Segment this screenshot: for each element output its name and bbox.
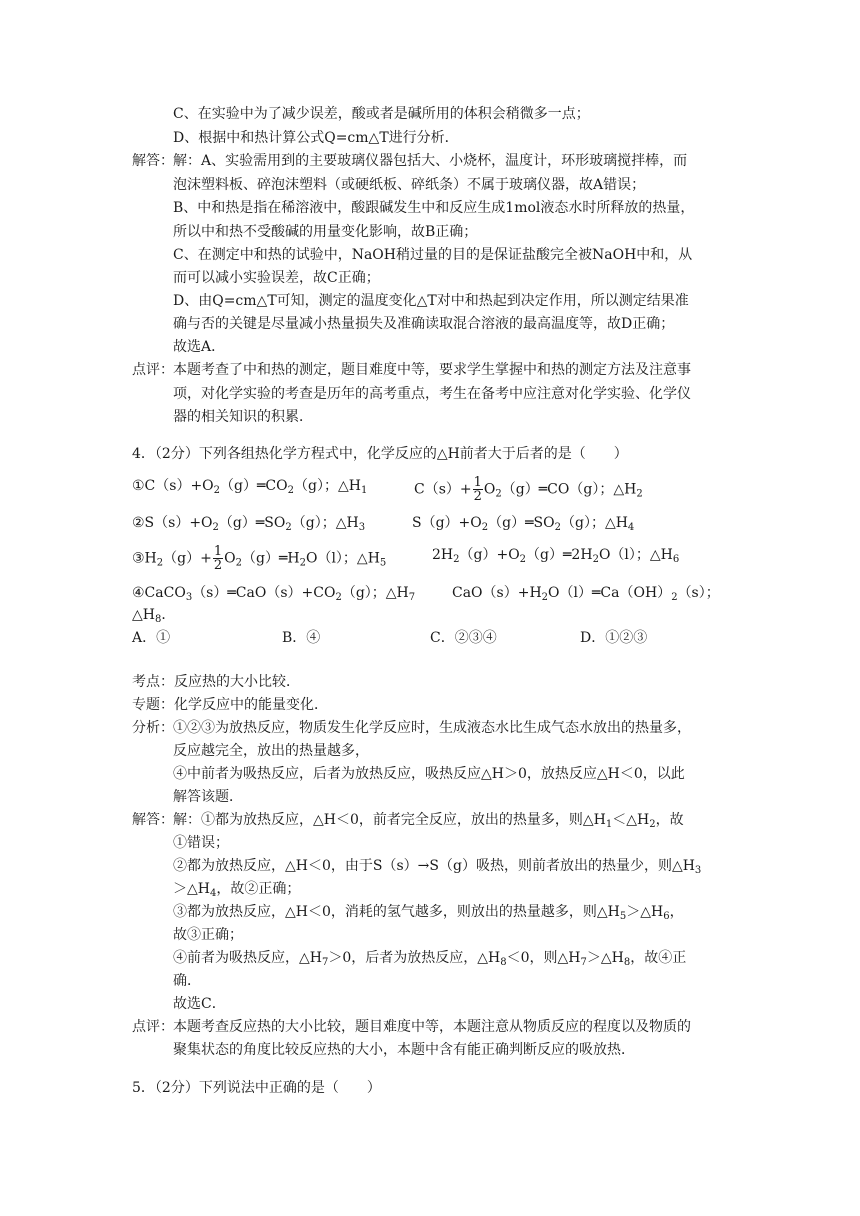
equation-2b: $S(g)+O_2(g)═SO_2(g)$；$\triangle H_4$ (412, 515, 635, 533)
comment-line: 本题考查了中和热的测定，题目难度中等，要求学生掌握中和热的测定方法及注意事 (173, 362, 691, 378)
answer-line: D、由Q=cm△T可知，测定的温度变化△T对中和热起到决定作用，所以测定结果准 (173, 293, 689, 309)
option-c: C．②③④ (430, 630, 497, 646)
analysis-line: 反应越完全，放出的热量越多， (173, 743, 369, 759)
answer-label: 解答： (132, 153, 174, 169)
equation-2a: $②S(s)+O_2(g)═SO_2(g)$；$\triangle H_3$ (132, 515, 366, 533)
analysis-line-c: C、在实验中为了减少误差，酸或者是碱所用的体积会稍微多一点； (173, 106, 590, 122)
kaodian-line: 考点：反应热的大小比较． (132, 674, 300, 690)
answer-line: 故选A． (173, 339, 226, 355)
answer-label: 解答： (132, 812, 174, 828)
option-d: D．①②③ (580, 630, 648, 646)
comment-line: 聚集状态的角度比较反应热的大小，本题中含有能正确判断反应的吸放热． (173, 1042, 635, 1058)
answer-line: 解：A、实验需用到的主要玻璃仪器包括大、小烧杯，温度计，环形玻璃搅拌棒，而 (173, 153, 688, 169)
comment-line: 项，对化学实验的考查是历年的高考重点，考生在备考中应注意对化学实验、化学仪 (173, 386, 691, 402)
equation-4c: $\triangle H_8$． (132, 607, 176, 625)
analysis-line: ④中前者为吸热反应，后者为放热反应，吸热反应△H＞0，放热反应△H＜0，以此 (173, 766, 685, 782)
analysis-line-d: D、根据中和热计算公式Q=cm△T进行分析． (173, 130, 459, 146)
zhuanti-line: 专题：化学反应中的能量变化． (132, 697, 328, 713)
answer-line: B、中和热是指在稀溶液中，酸跟碱发生中和反应生成1mol液态水时所释放的热量， (173, 200, 695, 216)
option-a: A．① (132, 630, 171, 646)
equation-4a: $④CaCO_3(s)═CaO(s)+CO_2(g)$；$\triangle H_7$ (132, 585, 416, 603)
answer-line: 故③正确； (173, 927, 243, 943)
answer-line: 泡沫塑料板、碎泡沫塑料（或硬纸板、碎纸条）不属于玻璃仪器，故A错误； (173, 177, 646, 193)
answer-line: 故选C． (173, 996, 226, 1012)
equation-1a: $①C(s)+O_2(g)═CO_2(g)$；$\triangle H_1$ (132, 478, 368, 496)
answer-line: 确与否的关键是尽量减小热量损失及准确读取混合溶液的最高温度等，故D正确； (173, 316, 675, 332)
comment-label: 点评： (132, 1019, 174, 1035)
answer-line: ①错误； (173, 835, 229, 851)
fraction-one-half: $\frac{1}{2}$ (213, 544, 223, 573)
answer-line: 所以中和热不受酸碱的用量变化影响，故B正确； (173, 224, 478, 240)
answer-line: ④前者为吸热反应，$\triangle H_7>0$，后者为放热反应，$\triangle H_8<0$，则$\triangle H_7>\triangle H_8$，故④正 (173, 950, 687, 968)
answer-line: 确． (173, 973, 201, 989)
comment-line: 本题考查反应热的大小比较，题目难度中等，本题注意从物质反应的程度以及物质的 (173, 1019, 691, 1035)
comment-line: 器的相关知识的积累． (173, 409, 313, 425)
answer-line: ③都为放热反应，△H＜0，消耗的氢气越多，则放出的热量越多，则$\triangle H_5>\triangle H_6$， (173, 904, 684, 922)
answer-line: 解：①都为放热反应，△H＜0，前者完全反应，放出的热量多，则$\triangle H_1<\triangle H_2$，故 (173, 812, 684, 830)
answer-line: $>\triangle H_4$，故②正确； (173, 881, 301, 899)
question-4-stem: 4．（2分）下列各组热化学方程式中，化学反应的△H前者大于后者的是（ ） (132, 446, 628, 462)
option-b: B．④ (282, 630, 321, 646)
analysis-line: 解答该题． (173, 789, 243, 805)
equation-3b: $2H_2(g)+O_2(g)═2H_2O(l)$；$\triangle H_6$ (432, 547, 680, 565)
analysis-line: ①②③为放热反应，物质发生化学反应时，生成液态水比生成气态水放出的热量多， (173, 720, 691, 736)
equation-3a: $③H_2(g)+$ $\frac{1}{2}$ $O_2(g)═H_2O(l)$；$\triangle H_5$ (132, 544, 387, 573)
answer-line: ②都为放热反应，△H＜0，由于S（s）→S（g）吸热，则前者放出的热量少，则$\triangle H_3$ (173, 858, 702, 876)
equation-1b: C（s）+ $\frac{1}{2}$ $O_2(g)═CO(g)$；$\triangle H_2$ (414, 475, 643, 504)
comment-label: 点评： (132, 362, 174, 378)
answer-line: 而可以减小实验误差，故C正确； (173, 270, 380, 286)
answer-line: C、在测定中和热的试验中，NaOH稍过量的目的是保证盐酸完全被NaOH中和，从 (173, 247, 693, 263)
equation-4b: $CaO(s)+H_2O(l)═Ca(OH)_2(s)$； (452, 585, 720, 603)
question-5-stem: 5．（2分）下列说法中正确的是（ ） (132, 1080, 381, 1096)
analysis-label: 分析： (132, 720, 174, 736)
fraction-one-half: $\frac{1}{2}$ (473, 475, 482, 504)
